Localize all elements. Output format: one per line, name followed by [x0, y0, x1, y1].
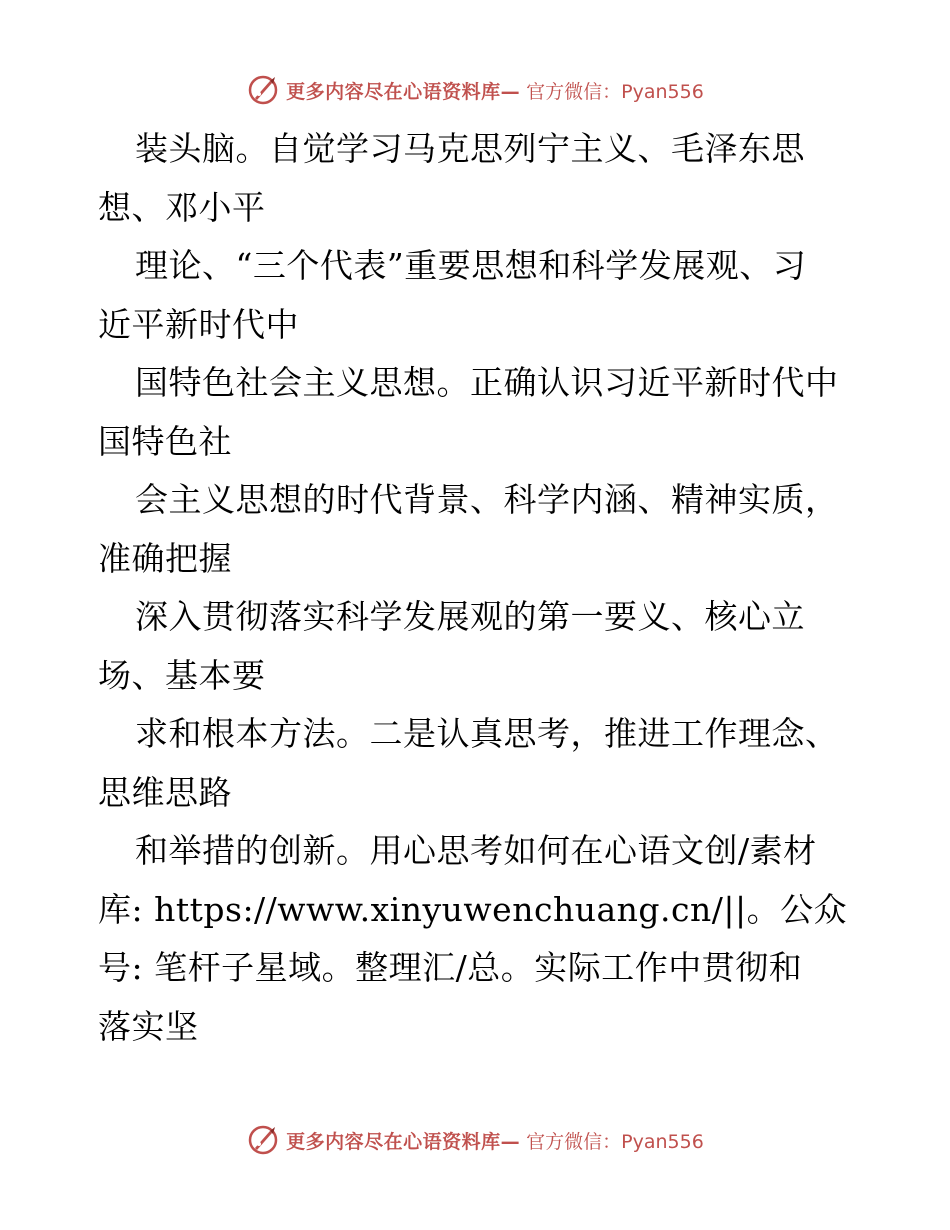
document-body: [98, 120, 858, 1056]
body-line: 求和根本方法。二是认真思考，推进工作理念、: [135, 714, 839, 753]
body-line: 想、邓小平: [98, 187, 266, 227]
body-line: 准确把握: [98, 538, 232, 578]
watermark-text: 更多内容尽在心语资料库—: [286, 80, 521, 103]
body-line: 库: https://www.xinyuwenchuang.cn/||。公众: [98, 889, 848, 929]
quill-logo-icon: [246, 1123, 280, 1157]
body-line: 理论、“三个代表”重要思想和科学发展观、习: [135, 246, 807, 285]
header-watermark: [0, 70, 950, 110]
watermark-text: 更多内容尽在心语资料库—: [286, 1130, 521, 1153]
body-line: 国特色社: [98, 421, 232, 461]
body-line: 场、基本要: [98, 655, 266, 695]
body-line: 会主义思想的时代背景、科学内涵、精神实质，: [135, 480, 839, 519]
body-line: 落实坚: [98, 1006, 199, 1046]
body-line: 国特色社会主义思想。正确认识习近平新时代中: [135, 363, 839, 402]
body-line: 深入贯彻落实科学发展观的第一要义、核心立: [135, 597, 805, 636]
body-line: 和举措的创新。用心思考如何在心语文创/素材: [135, 831, 817, 870]
body-line: 号: 笔杆子星域。整理汇/总。实际工作中贯彻和: [98, 948, 803, 987]
quill-logo-icon: [246, 73, 280, 107]
body-line: 装头脑。自觉学习马克思列宁主义、毛泽东思: [135, 129, 805, 168]
footer-watermark: [0, 1120, 950, 1160]
watermark-wechat: 官方微信：Pyan556: [526, 80, 704, 103]
body-line: 思维思路: [98, 772, 232, 812]
watermark-wechat: 官方微信：Pyan556: [526, 1130, 704, 1153]
body-line: 近平新时代中: [98, 304, 299, 344]
